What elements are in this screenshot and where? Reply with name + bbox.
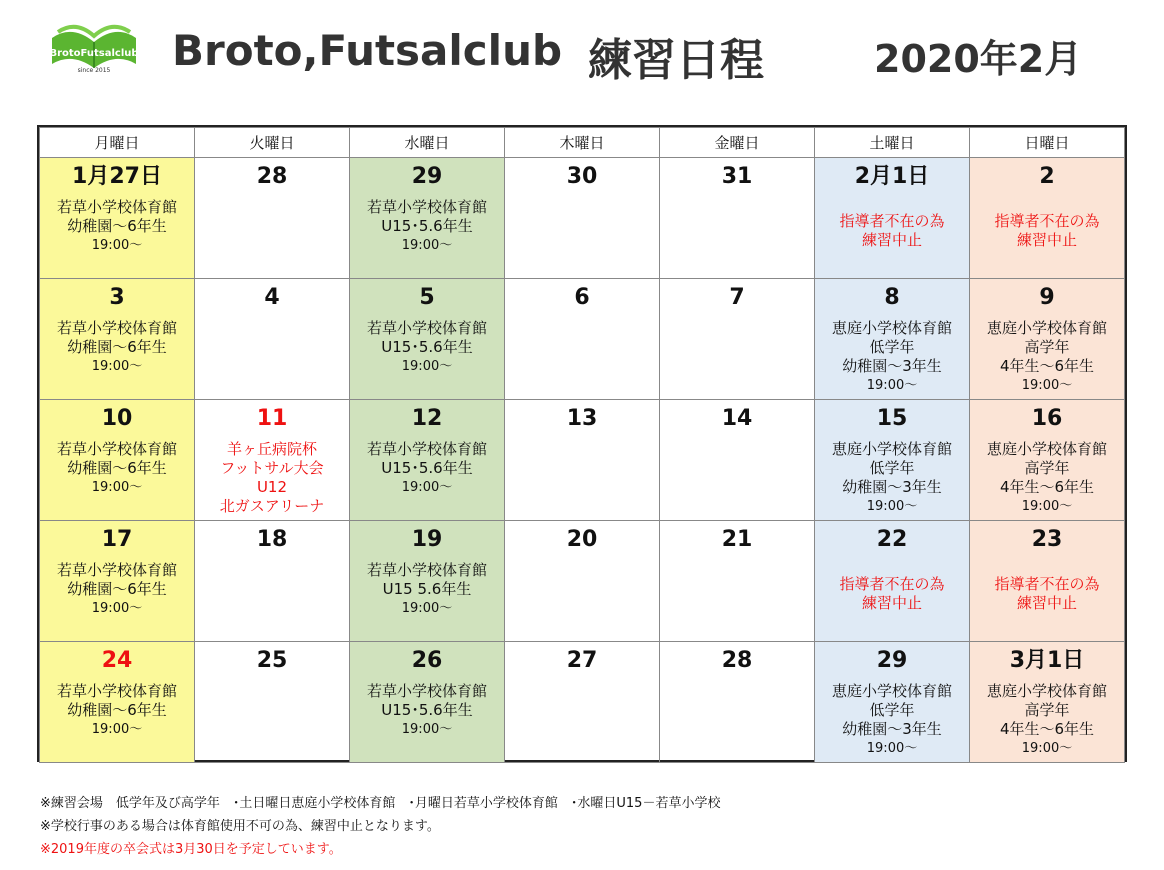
calendar-day-cell (660, 158, 815, 279)
calendar-day-cell (815, 521, 970, 642)
calendar-week-row (40, 279, 1125, 400)
schedule-line: 19:00～ (401, 722, 453, 737)
day-number: 31 (721, 164, 753, 189)
weekday-header: 月曜日 (40, 128, 195, 158)
schedule-line: 低学年 (869, 701, 915, 719)
calendar-day-cell (40, 158, 195, 279)
schedule-line: 高学年 (1024, 338, 1070, 356)
day-number: 17 (101, 527, 133, 552)
weekday-header: 水曜日 (350, 128, 505, 158)
schedule-line: 若草小学校体育館 (56, 319, 177, 337)
footer-venue-note: ※練習会場 低学年及び高学年 ･土日曜日恵庭小学校体育館 ･月曜日若草小学校体育館 ･水曜日U15－若草小学校 (40, 796, 721, 811)
day-number: 14 (721, 406, 753, 431)
schedule-line: 恵庭小学校体育館 (986, 319, 1107, 337)
schedule-line: 若草小学校体育館 (56, 682, 177, 700)
day-number: 22 (876, 527, 908, 552)
calendar-day-cell (970, 158, 1125, 279)
calendar-week-row (40, 521, 1125, 642)
schedule-line: 恵庭小学校体育館 (986, 440, 1107, 458)
calendar-day-cell (970, 279, 1125, 400)
weekday-header-row (40, 128, 1125, 158)
calendar-day-cell (505, 158, 660, 279)
cancel-note: 北ガスアリーナ (219, 497, 325, 515)
day-number: 15 (876, 406, 908, 431)
day-number: 4 (264, 285, 280, 310)
calendar-day-cell (195, 400, 350, 521)
calendar-day-cell (350, 400, 505, 521)
cancel-note: 指導者不在の為 (994, 212, 1100, 230)
schedule-line: 幼稚園～6年生 (67, 459, 167, 477)
day-number: 6 (574, 285, 590, 310)
schedule-line: U15･5.6年生 (381, 459, 473, 477)
calendar-day-cell (660, 400, 815, 521)
schedule-line: 恵庭小学校体育館 (986, 682, 1107, 700)
day-number: 3月1日 (1009, 648, 1085, 673)
day-number: 1月27日 (72, 164, 162, 189)
calendar-day-cell (350, 642, 505, 763)
calendar-day-cell (350, 521, 505, 642)
calendar-day-cell (40, 400, 195, 521)
schedule-line: 19:00～ (1021, 378, 1073, 393)
club-logo (48, 18, 140, 82)
calendar-day-cell (660, 642, 815, 763)
calendar-day-cell (970, 642, 1125, 763)
schedule-line: 幼稚園～3年生 (842, 357, 942, 375)
schedule-line: U15･5.6年生 (381, 217, 473, 235)
day-number: 26 (411, 648, 443, 673)
calendar-day-cell (40, 642, 195, 763)
schedule-line: 19:00～ (401, 480, 453, 495)
day-number: 28 (256, 164, 288, 189)
page-header (0, 0, 1164, 110)
calendar-day-cell (40, 521, 195, 642)
day-number: 13 (566, 406, 598, 431)
cancel-note: 練習中止 (861, 594, 922, 612)
day-number: 5 (419, 285, 435, 310)
calendar-week-row (40, 158, 1125, 279)
day-number: 2月1日 (854, 164, 930, 189)
day-number: 9 (1039, 285, 1055, 310)
schedule-line: 幼稚園～6年生 (67, 580, 167, 598)
calendar-day-cell (660, 279, 815, 400)
spacer (970, 198, 1124, 212)
schedule-line: 19:00～ (1021, 741, 1073, 756)
cancel-note: 練習中止 (1016, 594, 1077, 612)
calendar-day-cell (195, 521, 350, 642)
calendar-table (39, 127, 1125, 763)
day-number: 29 (411, 164, 443, 189)
day-number: 12 (411, 406, 443, 431)
schedule-line: U15･5.6年生 (381, 338, 473, 356)
calendar-day-cell (195, 279, 350, 400)
schedule-line: 19:00～ (401, 601, 453, 616)
calendar-day-cell (970, 400, 1125, 521)
calendar-day-cell (350, 279, 505, 400)
calendar-day-cell (660, 521, 815, 642)
footer-cancel-note: ※学校行事のある場合は体育館使用不可の為、練習中止となります。 (40, 819, 440, 834)
cancel-note: 練習中止 (1016, 231, 1077, 249)
schedule-line: 幼稚園～3年生 (842, 720, 942, 738)
spacer (815, 198, 969, 212)
day-number: 20 (566, 527, 598, 552)
schedule-line: 幼稚園～3年生 (842, 478, 942, 496)
day-number: 21 (721, 527, 753, 552)
spacer (970, 561, 1124, 575)
cancel-note: 指導者不在の為 (994, 575, 1100, 593)
weekday-header: 金曜日 (660, 128, 815, 158)
calendar-day-cell (815, 158, 970, 279)
cancel-note: 指導者不在の為 (839, 212, 945, 230)
day-number: 25 (256, 648, 288, 673)
day-number: 10 (101, 406, 133, 431)
schedule-line: 若草小学校体育館 (366, 319, 487, 337)
calendar-day-cell (970, 521, 1125, 642)
calendar-day-cell (505, 279, 660, 400)
schedule-line: 19:00～ (91, 359, 143, 374)
schedule-line: 4年生～6年生 (999, 478, 1095, 496)
calendar-day-cell (815, 400, 970, 521)
day-number: 16 (1031, 406, 1063, 431)
schedule-line: 19:00～ (401, 238, 453, 253)
schedule-line: 恵庭小学校体育館 (831, 440, 952, 458)
schedule-line: 19:00～ (91, 480, 143, 495)
weekday-header: 日曜日 (970, 128, 1125, 158)
weekday-header: 木曜日 (505, 128, 660, 158)
weekday-header: 土曜日 (815, 128, 970, 158)
schedule-line: 19:00～ (866, 499, 918, 514)
calendar-week-row (40, 400, 1125, 521)
schedule-line: 19:00～ (401, 359, 453, 374)
day-number: 18 (256, 527, 288, 552)
weekday-header: 火曜日 (195, 128, 350, 158)
schedule-line: 幼稚園～6年生 (67, 701, 167, 719)
schedule-line: 19:00～ (1021, 499, 1073, 514)
calendar-day-cell (505, 400, 660, 521)
day-number: 29 (876, 648, 908, 673)
schedule-line: 低学年 (869, 338, 915, 356)
schedule-line: 幼稚園～6年生 (67, 338, 167, 356)
logo-text: BrotoFutsalclub (49, 48, 139, 59)
schedule-line: 4年生～6年生 (999, 720, 1095, 738)
cancel-note: フットサル大会 (220, 459, 324, 477)
day-number: 19 (411, 527, 443, 552)
cancel-note: 指導者不在の為 (839, 575, 945, 593)
schedule-line: 幼稚園～6年生 (67, 217, 167, 235)
day-number: 23 (1031, 527, 1063, 552)
schedule-line: 恵庭小学校体育館 (831, 682, 952, 700)
schedule-line: 恵庭小学校体育館 (831, 319, 952, 337)
day-number: 30 (566, 164, 598, 189)
schedule-line: 若草小学校体育館 (56, 561, 177, 579)
schedule-line: 若草小学校体育館 (366, 682, 487, 700)
day-number: 3 (109, 285, 125, 310)
calendar-day-cell (40, 279, 195, 400)
spacer (815, 561, 969, 575)
calendar-day-cell (815, 642, 970, 763)
schedule-line: 19:00～ (91, 238, 143, 253)
schedule-line: 19:00～ (91, 601, 143, 616)
schedule-line: 低学年 (869, 459, 915, 477)
schedule-line: 若草小学校体育館 (366, 440, 487, 458)
schedule-line: 高学年 (1024, 459, 1070, 477)
calendar-day-cell (350, 158, 505, 279)
calendar-day-cell (195, 158, 350, 279)
day-number: 7 (729, 285, 745, 310)
club-name: Broto,Futsalclub (172, 26, 563, 75)
schedule-line: U15･5.6年生 (381, 701, 473, 719)
practice-calendar (37, 125, 1127, 762)
day-number: 2 (1039, 164, 1055, 189)
day-number: 27 (566, 648, 598, 673)
calendar-day-cell (815, 279, 970, 400)
schedule-line: 19:00～ (866, 378, 918, 393)
day-number: 11 (256, 406, 288, 431)
schedule-line: 19:00～ (91, 722, 143, 737)
cancel-note: 練習中止 (861, 231, 922, 249)
schedule-line: 若草小学校体育館 (366, 561, 487, 579)
calendar-day-cell (195, 642, 350, 763)
calendar-day-cell (505, 642, 660, 763)
day-number: 8 (884, 285, 900, 310)
cancel-note: U12 (256, 478, 288, 496)
schedule-line: 19:00～ (866, 741, 918, 756)
schedule-line: U15 5.6年生 (382, 580, 472, 598)
logo-since: since 2015 (77, 67, 111, 74)
schedule-line: 若草小学校体育館 (56, 198, 177, 216)
calendar-day-cell (505, 521, 660, 642)
schedule-line: 若草小学校体育館 (56, 440, 177, 458)
page-title: 練習日程 (588, 35, 764, 86)
footer-ceremony-note: ※2019年度の卒会式は3月30日を予定しています。 (40, 842, 342, 857)
schedule-line: 若草小学校体育館 (366, 198, 487, 216)
schedule-line: 4年生～6年生 (999, 357, 1095, 375)
schedule-line: 高学年 (1024, 701, 1070, 719)
cancel-note: 羊ヶ丘病院杯 (226, 440, 317, 458)
calendar-week-row (40, 642, 1125, 763)
month-label: 2020年2月 (874, 37, 1083, 81)
day-number: 24 (101, 648, 133, 673)
footer-notes (40, 792, 1140, 861)
day-number: 28 (721, 648, 753, 673)
